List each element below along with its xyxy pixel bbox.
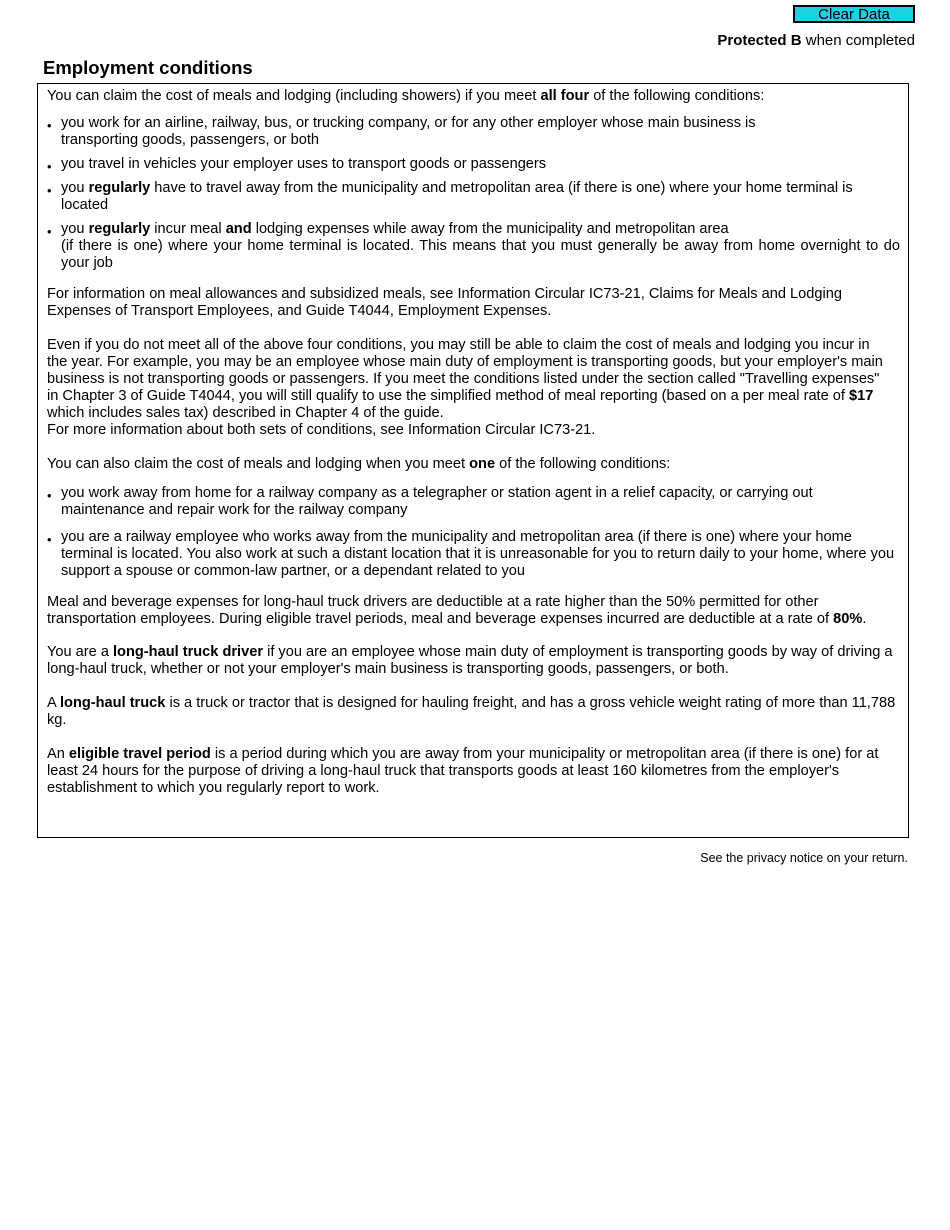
long-haul-driver-definition: You are a long-haul truck driver if you are an employee whose main duty of employment is transporting goods by way of driving a long-haul truck, whether or not your employer's main business is transporting goods, passengers, or both. (47, 644, 893, 677)
info-paragraph: For information on meal allowances and subsidized meals, see Information Circular IC73-21, Claims for Meals and Lodging Expenses of Transport Employees, and Guide T4044, Employment Expenses. (47, 286, 842, 319)
also-claim-paragraph: You can also claim the cost of meals and lodging when you meet one of the following conditions: (47, 456, 671, 472)
list-item: • you regularly have to travel away from the municipality and metropolitan area (if there is one) where your home terminal is located (47, 180, 900, 214)
privacy-notice: See the privacy notice on your return. (700, 851, 908, 865)
eligible-travel-period-definition: An eligible travel period is a period during which you are away from your municipality or metropolitan area (if there is one) for at least 24 hours for the purpose of driving a long-haul truck that transports goods at least 160 kilometres from the employer's establishment to which you regularly report to work. (47, 746, 879, 796)
intro-paragraph: You can claim the cost of meals and lodging (including showers) if you meet all four of the following conditions: (47, 88, 765, 104)
section-title: Employment conditions (43, 57, 253, 78)
one-condition-list (47, 485, 900, 580)
list-item: • you regularly incur meal and lodging expenses while away from the municipality and metropolitan area (if there is one) where your home terminal is located. This means that you must generally be away from home overnight to do your job (47, 221, 900, 272)
meal-beverage-paragraph: Meal and beverage expenses for long-haul truck drivers are deductible at a rate higher than the 50% permitted for other transportation employees. During eligible travel periods, meal and beverage expenses incurred are deductible at a rate of 80%. (47, 594, 867, 627)
even-if-paragraph: Even if you do not meet all of the above four conditions, you may still be able to claim the cost of meals and lodging you incur in the year. For example, you may be an employee whose main duty of employment is transporting goods, but your employer's main business is not transporting goods or passengers. If you meet the conditions listed under the section called "Travelling expenses" in Chapter 3 of Guide T4044, you will still qualify to use the simplified method of meal reporting (based on a per meal rate of $17 which includes sales tax) described in Chapter 4 of the guide. For more information about both sets of conditions, see Information Circular IC73-21. (47, 337, 883, 438)
clear-data-button[interactable]: Clear Data (793, 5, 915, 23)
protected-b-notice (717, 32, 915, 49)
employment-conditions-box (37, 83, 909, 838)
list-item: • you are a railway employee who works away from the municipality and metropolitan area (if there is one) where your home terminal is located. You also work at such a distant location that it is unreasonable for you to return daily to your home, where you support a spouse or common-law partner, or a dependant related to you (47, 529, 900, 580)
list-item: • you work for an airline, railway, bus, or trucking company, or for any other employer whose main business is transporting goods, passengers, or both (47, 115, 900, 149)
protected-b-label: Protected B (717, 32, 802, 49)
list-item: • you travel in vehicles your employer uses to transport goods or passengers (47, 156, 900, 173)
protected-b-suffix: when completed (801, 32, 915, 49)
list-item: • you work away from home for a railway company as a telegrapher or station agent in a relief capacity, or carrying out maintenance and repair work for the railway company (47, 485, 900, 519)
long-haul-truck-definition: A long-haul truck is a truck or tractor that is designed for hauling freight, and has a gross vehicle weight rating of more than 11,788 kg. (47, 695, 896, 728)
all-four-conditions-list (47, 115, 900, 272)
